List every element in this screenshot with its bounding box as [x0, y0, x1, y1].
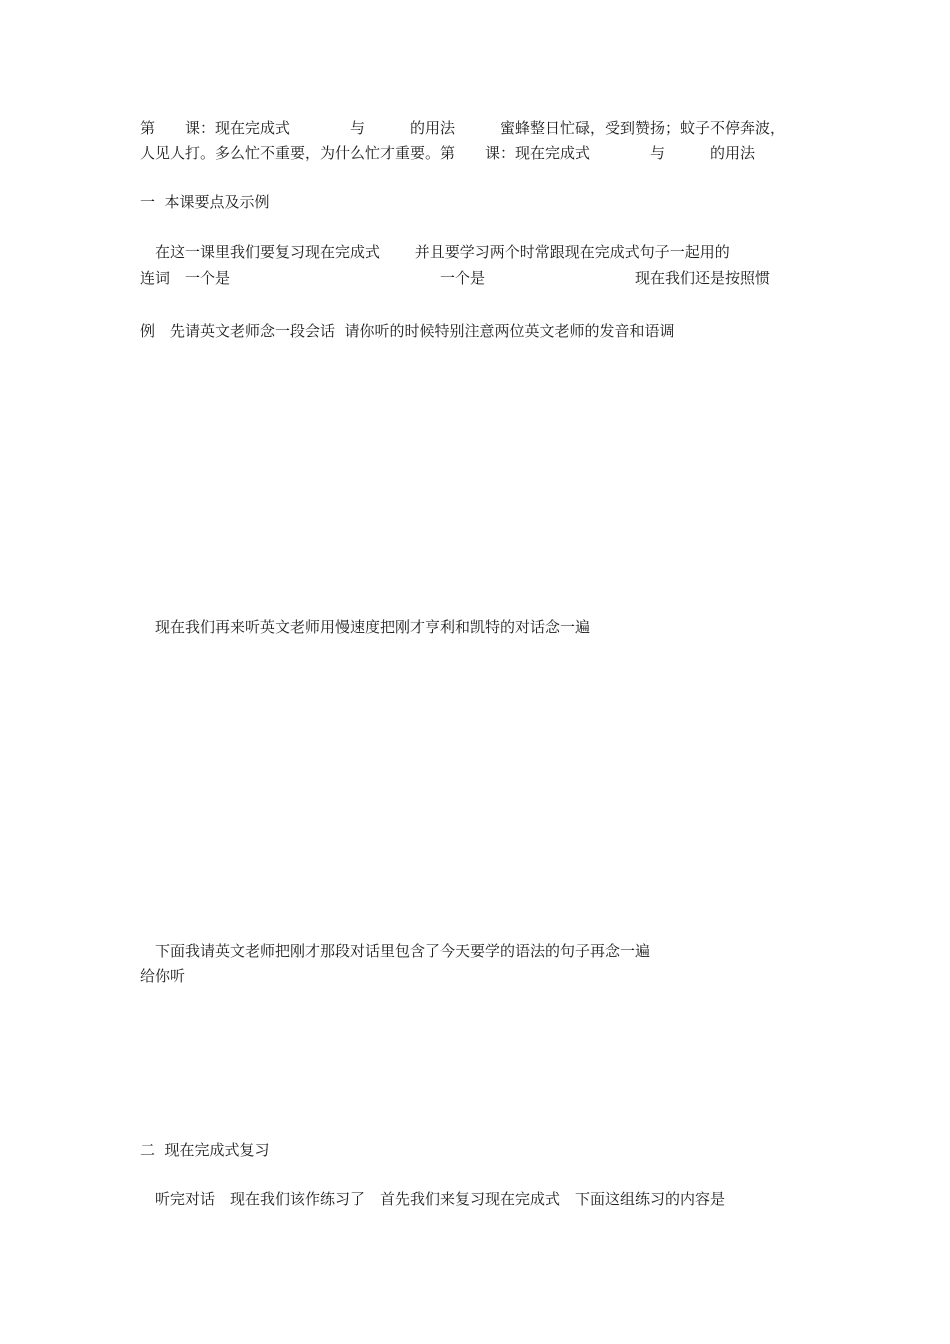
paragraph-1-line-1: 在这一课里我们要复习现在完成式 并且要学习两个时常跟现在完成式句子一起用的 [140, 243, 730, 261]
intro-line-2: 人见人打。多么忙不重要，为什么忙才重要。第 课：现在完成式 与 的用法 [140, 144, 756, 162]
paragraph-2-line-1: 现在我们再来听英文老师用慢速度把刚才亨利和凯特的对话念一遍 [140, 618, 591, 636]
paragraph-3-line-2: 给你听 [140, 967, 186, 985]
paragraph-4-line-1: 听完对话 现在我们该作练习了 首先我们来复习现在完成式 下面这组练习的内容是 [140, 1190, 726, 1208]
section-heading-1: 一 本课要点及示例 [140, 193, 270, 211]
intro-line-1: 第 课：现在完成式 与 的用法 蜜蜂整日忙碌，受到赞扬；蚊子不停奔波， [140, 119, 786, 137]
paragraph-3-line-1: 下面我请英文老师把刚才那段对话里包含了今天要学的语法的句子再念一遍 [140, 942, 651, 960]
paragraph-1-line-2: 连词 一个是 一个是 现在我们还是按照惯 [140, 269, 771, 287]
paragraph-1-line-3: 例 先请英文老师念一段会话 请你听的时候特别注意两位英文老师的发音和语调 [140, 322, 675, 340]
section-heading-2: 二 现在完成式复习 [140, 1141, 270, 1159]
